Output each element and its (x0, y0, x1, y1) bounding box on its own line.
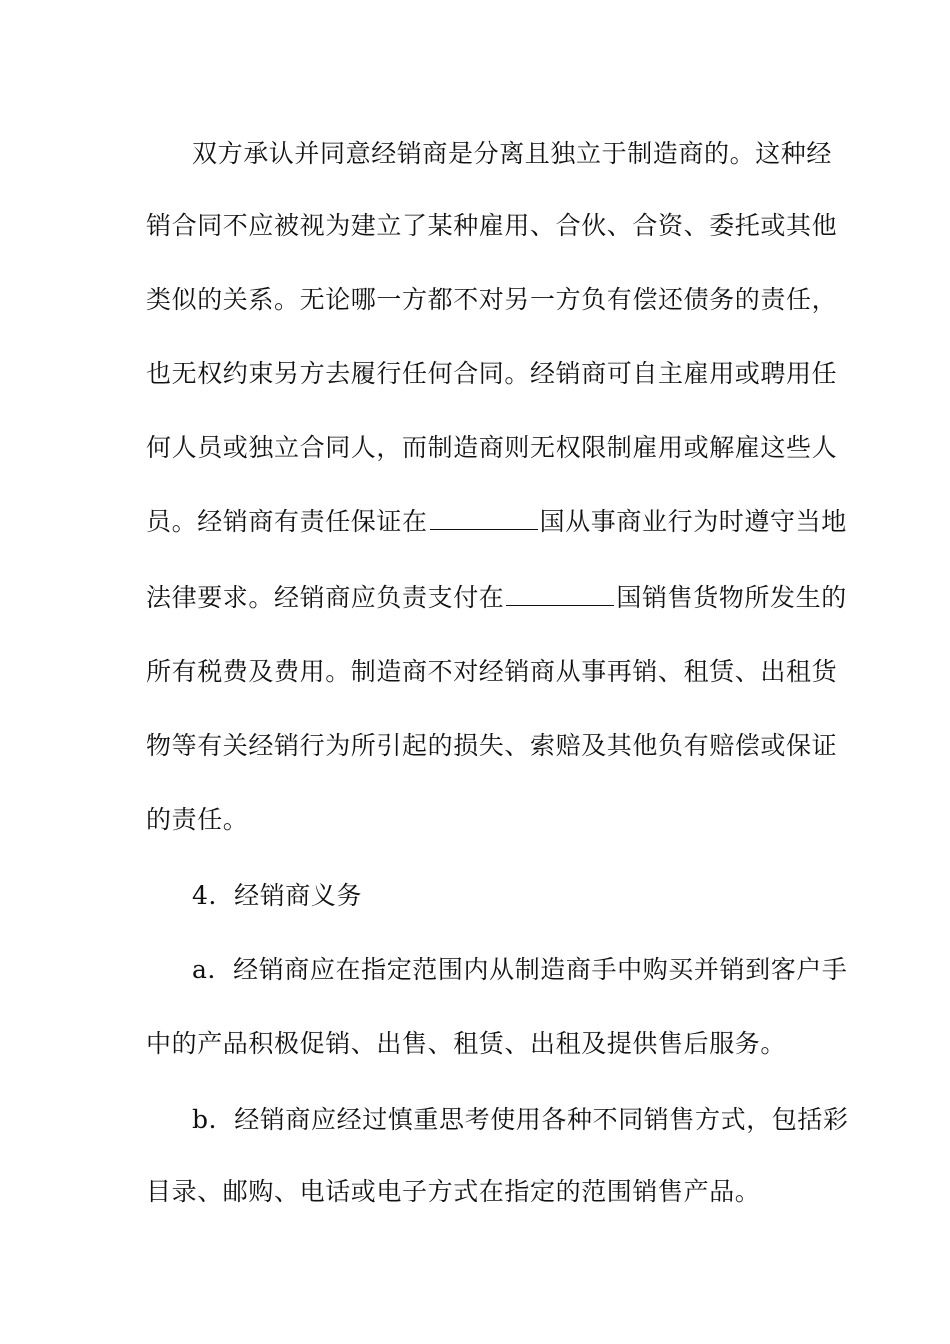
paragraph-line (146, 1172, 760, 1212)
text-span: 国销售货物所发生的 (616, 583, 847, 612)
paragraph-line (146, 652, 837, 692)
text-span: b．经销商应经过慎重思考使用各种不同销售方式，包括彩 (192, 1105, 849, 1134)
text-span: 类似的关系。无论哪一方都不对另一方负有偿还债务的责任， (146, 285, 838, 314)
paragraph-line (146, 800, 248, 840)
text-span: 员。经销商有责任保证在 (146, 507, 428, 536)
paragraph-line (146, 726, 837, 766)
text-span: a．经销商应在指定范围内从制造商手中购买并销到客户手 (192, 955, 848, 984)
text-span: 所有税费及费用。制造商不对经销商从事再销、租赁、出租货 (146, 657, 838, 686)
text-span: 销合同不应被视为建立了某种雇用、合伙、合资、委托或其他 (146, 211, 838, 240)
paragraph-line (146, 1024, 786, 1064)
paragraph-line (146, 578, 847, 618)
text-span: 何人员或独立合同人，而制造商则无权限制雇用或解雇这些人 (146, 433, 838, 462)
paragraph-line (146, 502, 847, 542)
paragraph-line (146, 280, 837, 320)
text-span: 国从事商业行为时遵守当地 (539, 507, 847, 536)
text-span: 目录、邮购、电话或电子方式在指定的范围销售产品。 (146, 1177, 761, 1206)
text-span: 中的产品积极促销、出售、租赁、出租及提供售后服务。 (146, 1029, 787, 1058)
text-span: 法律要求。经销商应负责支付在 (146, 583, 505, 612)
paragraph-line (192, 1100, 849, 1140)
text-span: 双方承认并同意经销商是分离且独立于制造商的。这种经 (192, 139, 833, 168)
text-span: 4．经销商义务 (192, 881, 363, 910)
section-heading (192, 876, 362, 916)
text-span: 物等有关经销行为所引起的损失、索赔及其他负有赔偿或保证 (146, 731, 838, 760)
text-span: 也无权约束另方去履行任何合同。经销商可自主雇用或聘用任 (146, 359, 838, 388)
fill-in-blank[interactable] (430, 507, 538, 530)
paragraph-line (146, 354, 837, 394)
paragraph-line (146, 428, 837, 468)
text-span: 的责任。 (146, 805, 249, 834)
paragraph-line (146, 206, 837, 246)
paragraph-line (192, 134, 832, 174)
paragraph-line (192, 950, 848, 990)
fill-in-blank[interactable] (506, 583, 614, 606)
